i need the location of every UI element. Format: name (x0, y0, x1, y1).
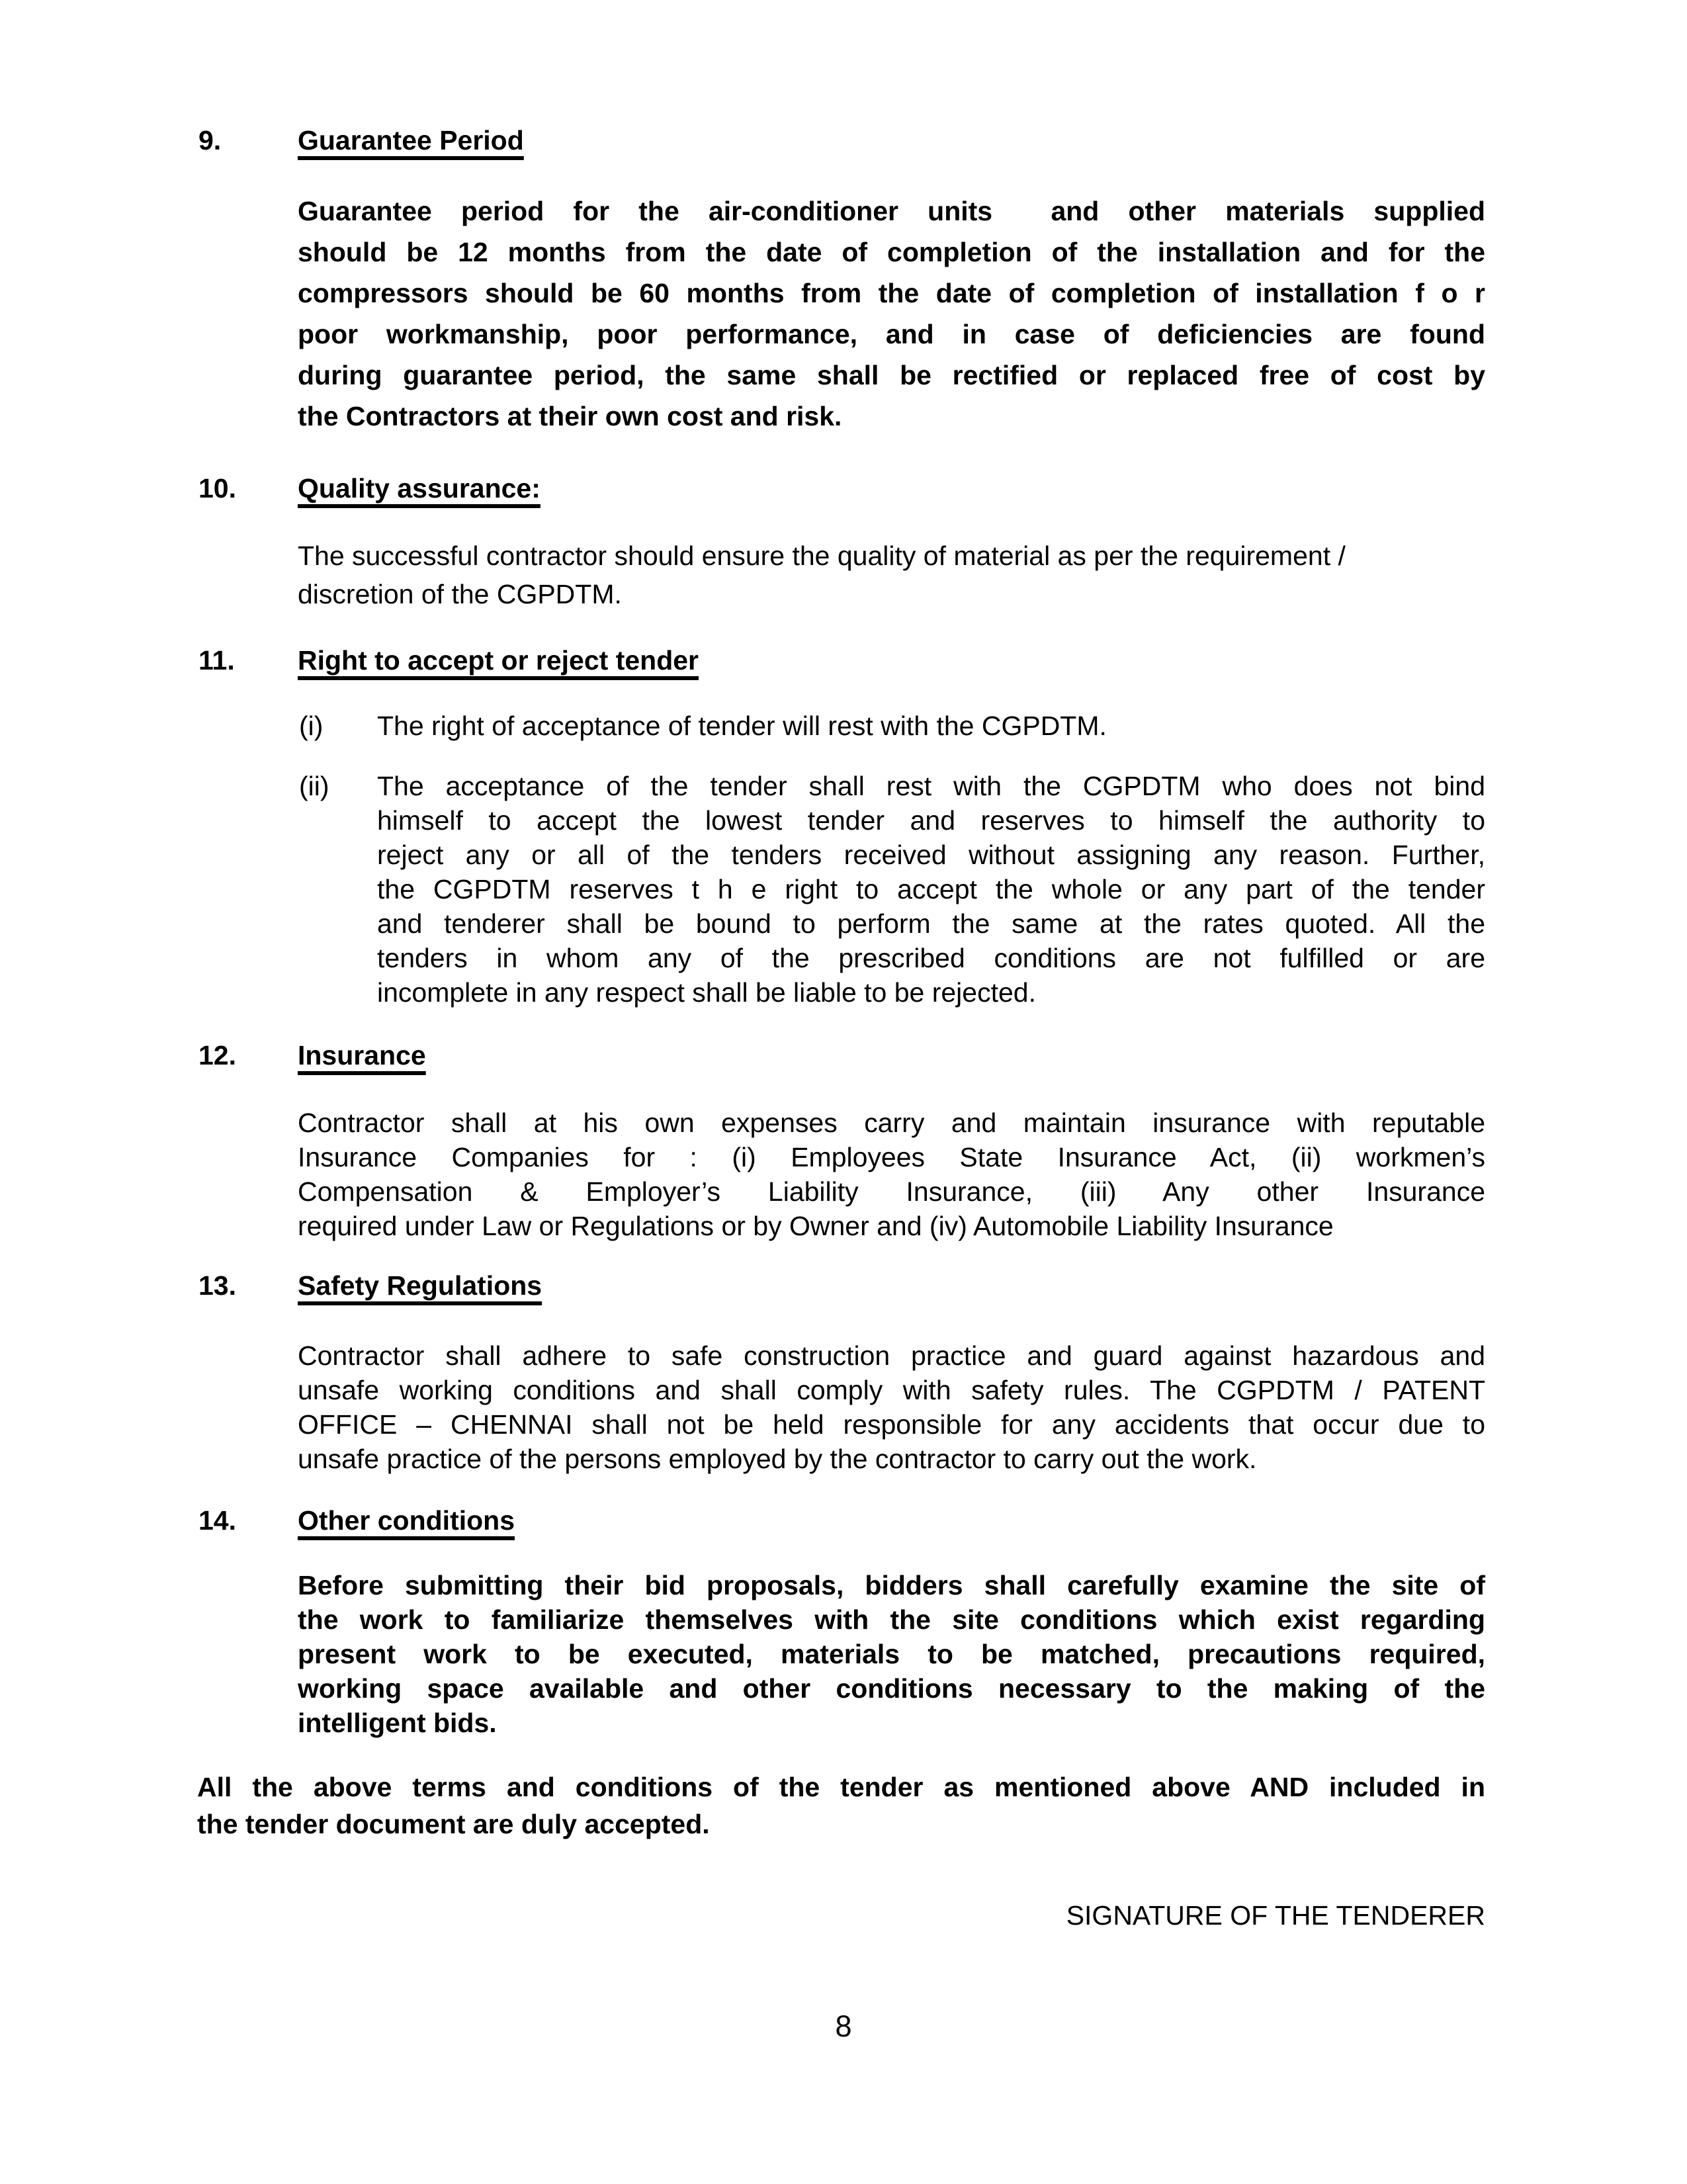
text-line: should be 12 months from the date of completion of the installation and for the (298, 237, 1485, 267)
section-10 (0, 471, 1687, 613)
text-line: discretion of the CGPDTM. (298, 579, 622, 609)
section-12-number: 12. (198, 1040, 236, 1070)
section-11-item-i-text (377, 709, 1485, 743)
text-line: himself to accept the lowest tender and reserves to himself the authority to (377, 805, 1485, 836)
text-line: during guarantee period, the same shall be rectified or replaced free of cost by (298, 360, 1485, 390)
text-line: The right of acceptance of tender will rest with the CGPDTM. (377, 711, 1107, 741)
section-10-heading: Quality assurance: (298, 473, 541, 503)
text-line: working space available and other conditions necessary to the making of the (298, 1673, 1485, 1704)
section-11-heading-row (0, 643, 1687, 677)
section-12-paragraph (298, 1106, 1485, 1243)
text-line: unsafe working conditions and shall comply with safety rules. The CGPDTM / PATENT (298, 1375, 1485, 1405)
section-11-item-ii (0, 769, 1485, 1010)
section-14-heading: Other conditions (298, 1505, 515, 1536)
text-line: Contractor shall at his own expenses carry and maintain insurance with reputable (298, 1108, 1485, 1138)
text-line: Compensation & Employer’s Liability Insurance, (iii) Any other Insurance (298, 1176, 1485, 1207)
text-line: Contractor shall adhere to safe construction practice and guard against hazardous and (298, 1340, 1485, 1371)
section-9 (0, 123, 1687, 437)
text-line: OFFICE – CHENNAI shall not be held responsible for any accidents that occur due to (298, 1409, 1485, 1440)
section-14-number: 14. (198, 1505, 236, 1536)
text-line: All the above terms and conditions of the tender as mentioned above AND included in (197, 1772, 1485, 1802)
section-12-heading-row (0, 1038, 1687, 1072)
section-9-heading-row (0, 123, 1687, 157)
section-11-item-ii-marker: (ii) (299, 771, 329, 801)
text-line: the tender document are duly accepted. (197, 1809, 710, 1839)
section-13-heading-row (0, 1268, 1687, 1303)
text-line: intelligent bids. (298, 1708, 497, 1738)
section-11 (0, 643, 1687, 1010)
section-14-paragraph (298, 1568, 1485, 1740)
text-line: Before submitting their bid proposals, bidders shall carefully examine the site of (298, 1570, 1485, 1600)
text-line: and tenderer shall be bound to perform the same at the rates quoted. All the (377, 908, 1485, 939)
text-line: incomplete in any respect shall be liable to be rejected. (377, 977, 1036, 1008)
text-line: poor workmanship, poor performance, and in case of deficiencies are found (298, 319, 1485, 349)
text-line: the work to familiarize themselves with the site conditions which exist regarding (298, 1604, 1485, 1635)
text-line: Insurance Companies for : (i) Employees State Insurance Act, (ii) workmen’s (298, 1142, 1485, 1172)
section-14-heading-row (0, 1503, 1687, 1538)
section-11-item-i-marker: (i) (299, 711, 324, 741)
section-10-number: 10. (198, 473, 236, 503)
text-line: present work to be executed, materials to be matched, precautions required, (298, 1639, 1485, 1669)
section-11-number: 11. (198, 645, 235, 676)
section-9-paragraph (298, 191, 1485, 437)
text-line: required under Law or Regulations or by Owner and (iv) Automobile Liability Insurance (298, 1211, 1334, 1241)
section-9-number: 9. (198, 125, 222, 155)
text-line: the CGPDTM reserves t h e right to accept the whole or any part of the tender (377, 874, 1485, 904)
text-line: unsafe practice of the persons employed by the contractor to carry out the work. (298, 1444, 1257, 1474)
section-13-number: 13. (198, 1270, 236, 1301)
section-14 (0, 1503, 1687, 1740)
text-line: the Contractors at their own cost and risk. (298, 401, 842, 431)
text-line: Guarantee period for the air-conditioner units and other materials supplied (298, 196, 1485, 226)
section-13 (0, 1268, 1687, 1476)
section-11-heading: Right to accept or reject tender (298, 645, 699, 676)
section-12-heading: Insurance (298, 1040, 426, 1070)
section-13-heading: Safety Regulations (298, 1270, 542, 1301)
text-line: The successful contractor should ensure the quality of material as per the requirement / (298, 541, 1346, 571)
text-line: compressors should be 60 months from the date of completion of installation f o r (298, 278, 1485, 308)
section-11-item-ii-text (377, 769, 1485, 1010)
text-line: tenders in whom any of the prescribed conditions are not fulfilled or are (377, 943, 1485, 973)
text-line: The acceptance of the tender shall rest with the CGPDTM who does not bind (377, 771, 1485, 801)
section-10-paragraph (298, 537, 1485, 613)
section-11-item-i (0, 709, 1485, 743)
page-number: 8 (835, 2009, 852, 2043)
section-9-heading: Guarantee Period (298, 125, 524, 155)
closing-statement (197, 1769, 1485, 1843)
section-12 (0, 1038, 1687, 1243)
text-line: reject any or all of the tenders received without assigning any reason. Further, (377, 840, 1485, 870)
section-10-heading-row (0, 471, 1687, 505)
section-13-paragraph (298, 1338, 1485, 1476)
signature-label: SIGNATURE OF THE TENDERER (1066, 1900, 1485, 1931)
